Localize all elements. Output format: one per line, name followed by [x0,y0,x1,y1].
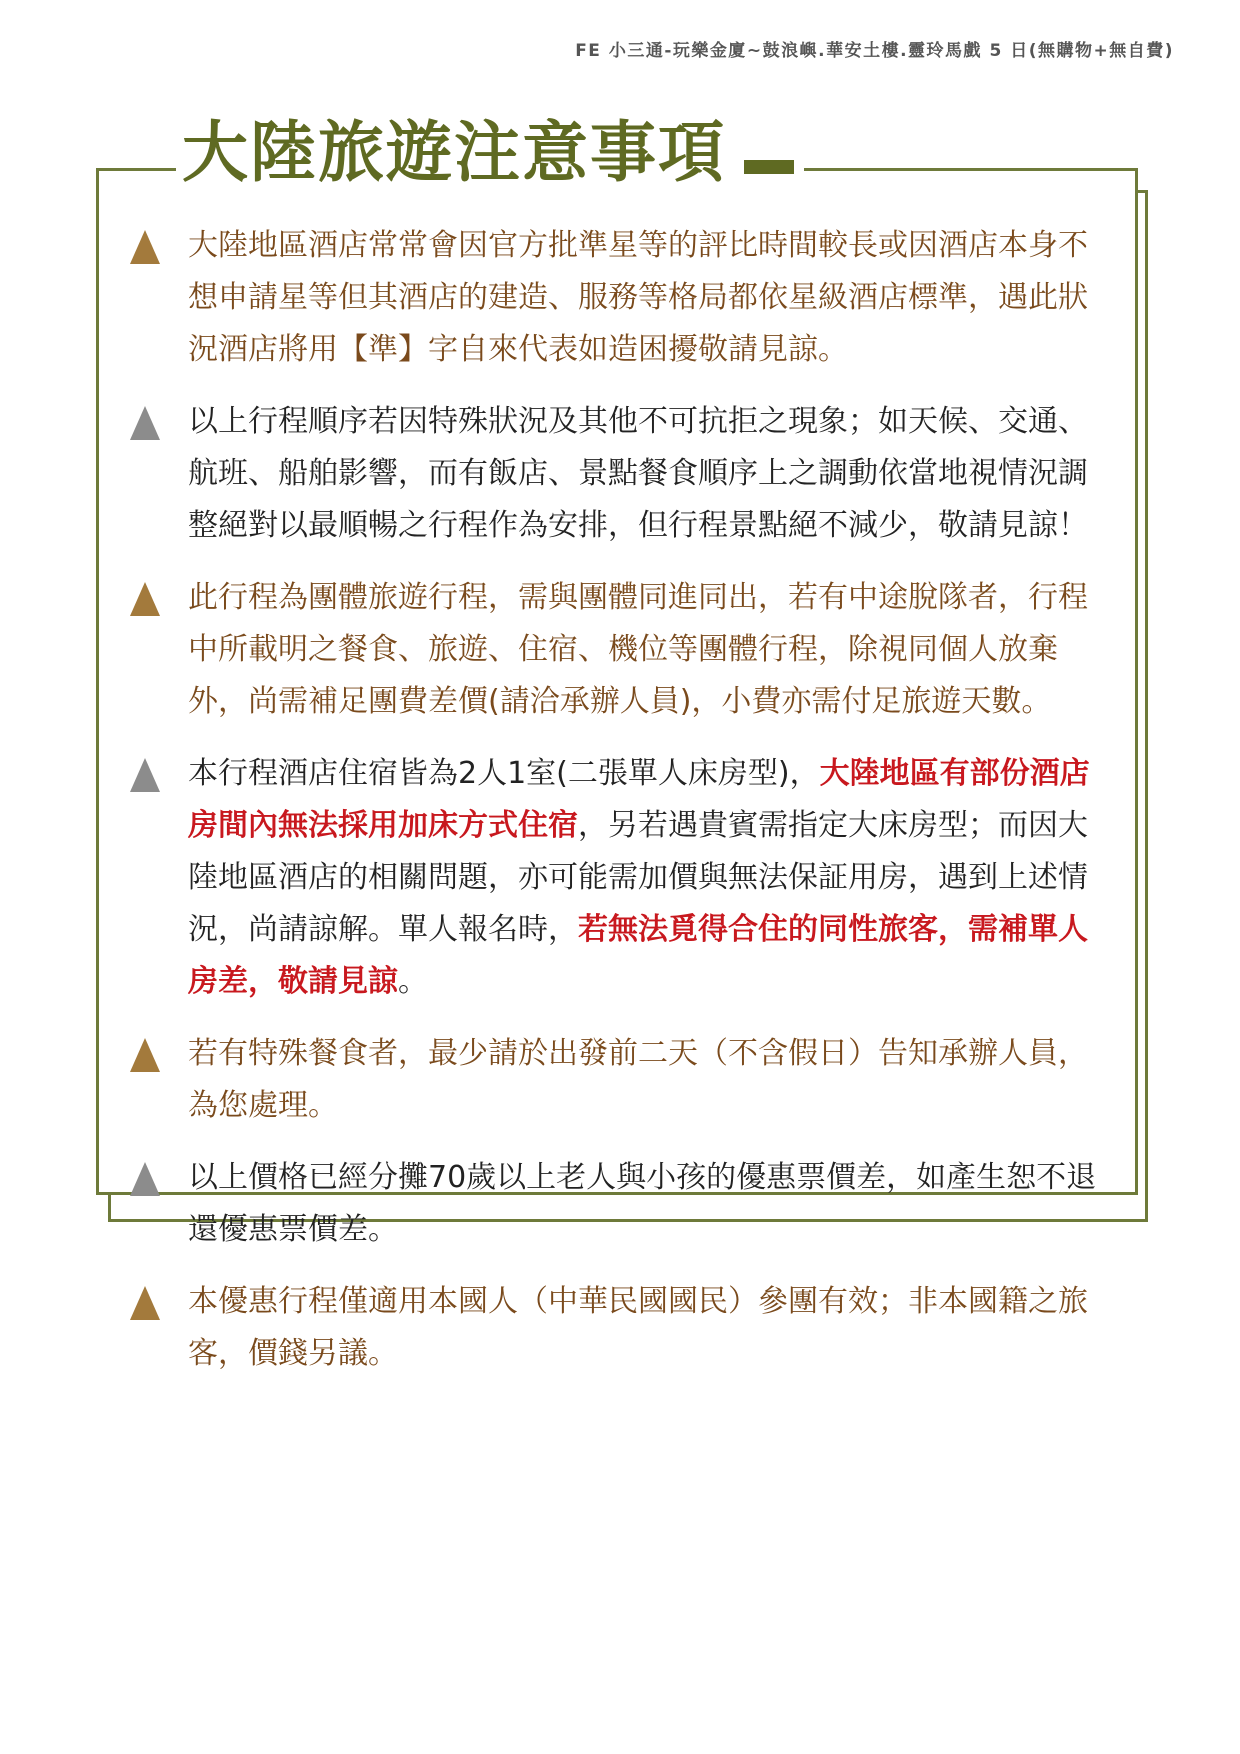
notice-text: 此行程為團體旅遊行程，需與團體同進同出，若有中途脫隊者，行程中所載明之餐食、旅遊、住宿、機位等團體行程，除視同個人放棄外，尚需補足團費差價(請洽承辦人員)，小費亦需付足旅遊天數。 [188,580,1088,719]
notice-item [130,572,1110,728]
page-title: 大陸旅遊注意事項 [182,114,726,191]
grey-triangle-icon [130,1162,160,1196]
notice-list [130,220,1110,1400]
notice-item [130,1152,1110,1256]
notice-item [130,1028,1110,1132]
notice-highlight: 若無法覓得合住的同性旅客，需補單人房差，敬請見諒 [188,912,1088,999]
notice-text-part: ，另若遇貴賓需指定大床房型；而因大陸地區酒店的相關問題，亦可能需加價與無法保証用房，遇到上述情況，尚請諒解。單人報名時， [188,808,1088,947]
notice-highlight: 大陸地區有部份酒店房間內無法採用加床方式住宿 [188,756,1090,843]
notice-item [130,1276,1110,1380]
brown-triangle-icon [130,230,160,264]
notice-text: 以上行程順序若因特殊狀況及其他不可抗拒之現象；如天候、交通、航班、船舶影響，而有飯店、景點餐食順序上之調動依當地視情況調整絕對以最順暢之行程作為安排，但行程景點絕不減少，敬請見諒！ [188,404,1088,543]
notice-item [130,396,1110,552]
notice-text: 以上價格已經分攤70歲以上老人與小孩的優惠票價差，如產生恕不退還優惠票價差。 [188,1160,1097,1247]
notice-text: 本優惠行程僅適用本國人（中華民國國民）參團有效；非本國籍之旅客，價錢另議。 [188,1284,1088,1371]
title-block [176,108,804,198]
notice-text: 大陸地區酒店常常會因官方批準星等的評比時間較長或因酒店本身不想申請星等但其酒店的建造、服務等格局都依星級酒店標準，遇此狀況酒店將用【準】字自來代表如造困擾敬請見諒。 [188,228,1088,367]
title-accent-bar [744,160,794,174]
notice-text-part: 。 [398,964,428,999]
brown-triangle-icon [130,582,160,616]
brown-triangle-icon [130,1286,160,1320]
notice-text [188,748,1098,1008]
notice-item [130,748,1110,1008]
notice-text-part: 本行程酒店住宿皆為2人1室(二張單人床房型)， [188,756,820,791]
brown-triangle-icon [130,1038,160,1072]
notice-item [130,220,1110,376]
grey-triangle-icon [130,758,160,792]
page-header: FE 小三通-玩樂金廈~鼓浪嶼.華安土樓.靈玲馬戲 5 日(無購物+無自費) [575,41,1174,61]
notice-text: 若有特殊餐食者，最少請於出發前二天（不含假日）告知承辦人員，為您處理。 [188,1036,1088,1123]
grey-triangle-icon [130,406,160,440]
